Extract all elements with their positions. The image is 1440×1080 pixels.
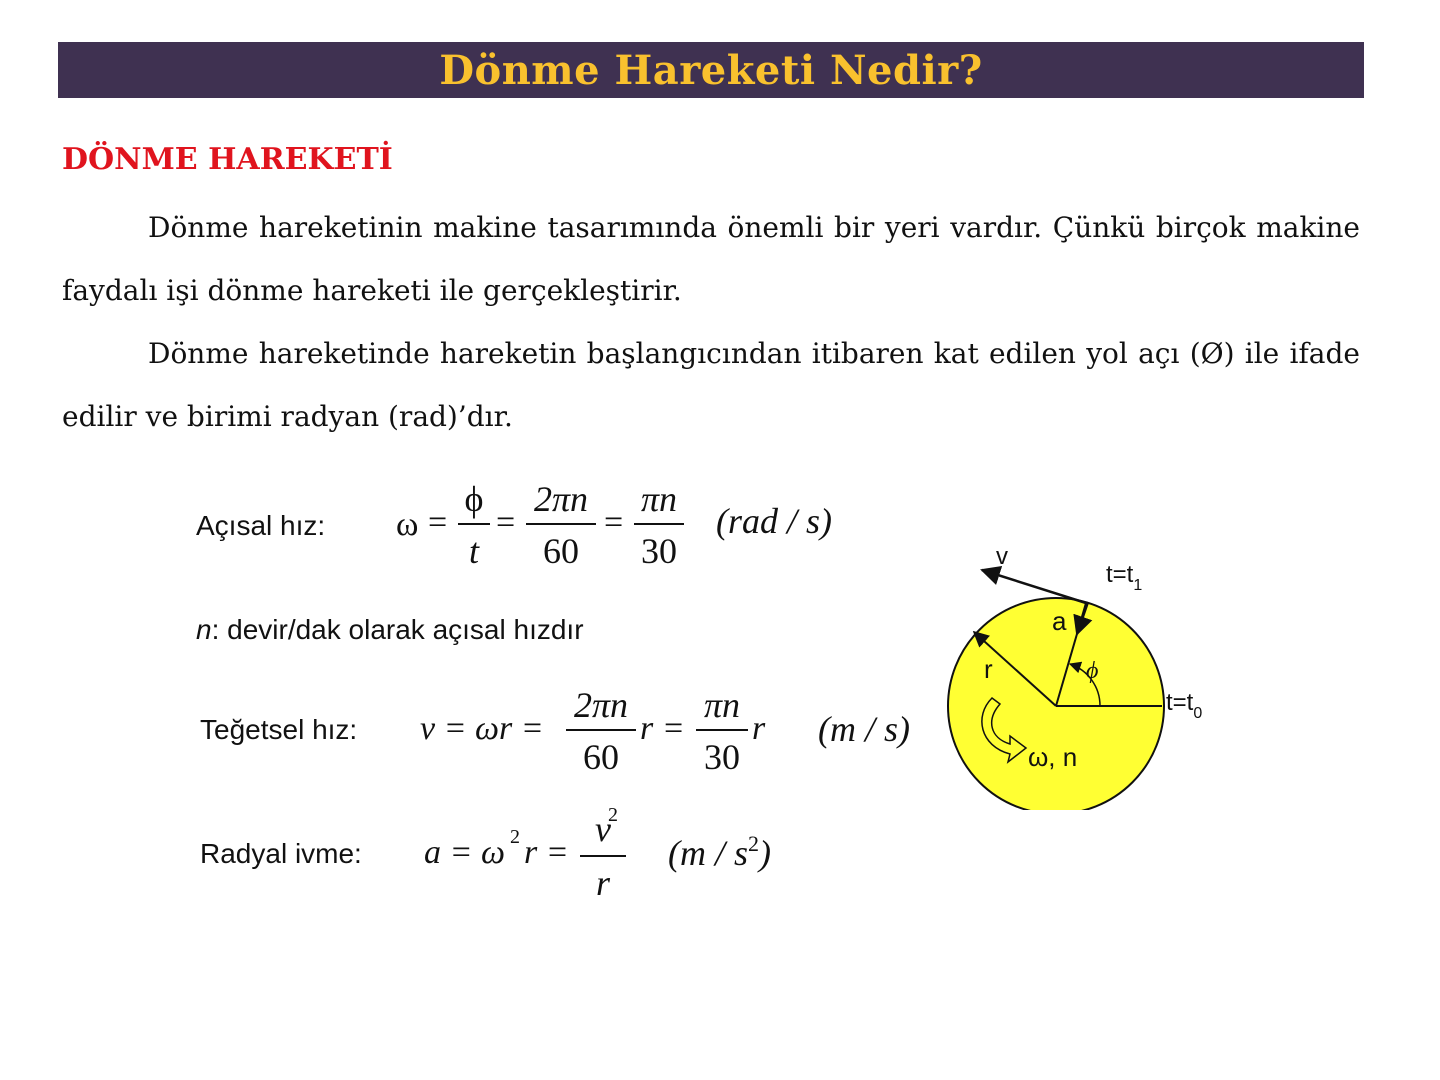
equals-3: = bbox=[604, 504, 624, 541]
label-v: v bbox=[996, 543, 1008, 570]
equals-1: = bbox=[428, 504, 448, 541]
pi-n-numerator: πn bbox=[703, 685, 741, 725]
unit-m-s2-part: (m / s bbox=[668, 833, 748, 873]
label-angular: Açısal hız: bbox=[196, 510, 326, 541]
paragraph-2: Dönme hareketinde hareketin başlangıcından itibaren kat edilen yol açı (Ø) ile ifade edilir ve birimi radyan (rad)’dır. bbox=[62, 337, 1360, 433]
unit-m-s2 bbox=[668, 832, 771, 874]
fraction-bar bbox=[566, 729, 636, 731]
n-symbol: n bbox=[196, 614, 212, 645]
radial-lhs-r: r = bbox=[524, 834, 569, 871]
omega-symbol: ω bbox=[396, 506, 419, 543]
v-squared: 2 bbox=[608, 804, 618, 826]
label-t0: $t=t_0$ bbox=[1166, 689, 1203, 722]
equals-2: = bbox=[496, 504, 516, 541]
label-radial: Radyal ivme: bbox=[200, 838, 362, 869]
phi-numerator: ϕ bbox=[464, 479, 484, 519]
fraction-bar bbox=[458, 523, 490, 525]
thirty-denominator: 30 bbox=[641, 531, 677, 571]
label-r: r bbox=[984, 654, 993, 684]
sixty-denominator: 60 bbox=[583, 737, 619, 777]
unit-close: ) bbox=[759, 833, 771, 873]
tangential-lhs: v = ωr = bbox=[420, 710, 544, 747]
section-heading: DÖNME HAREKETİ bbox=[62, 142, 393, 177]
r-factor-2: r bbox=[752, 710, 766, 747]
unit-m-s: (m / s) bbox=[818, 709, 910, 749]
fraction-bar bbox=[634, 523, 684, 525]
thirty-denominator: 30 bbox=[704, 737, 740, 777]
label-tangential: Teğetsel hız: bbox=[200, 714, 358, 745]
r-factor-1: r bbox=[640, 710, 654, 747]
v-numerator: v bbox=[595, 809, 611, 849]
title-bar bbox=[58, 42, 1364, 98]
n-note-text: : devir/dak olarak açısal hızdır bbox=[211, 614, 584, 645]
label-a: a bbox=[1052, 606, 1067, 636]
unit-squared: 2 bbox=[748, 831, 759, 856]
equals: = bbox=[664, 710, 684, 747]
fraction-bar bbox=[526, 523, 596, 525]
r-denominator: r bbox=[595, 863, 610, 903]
fraction-bar bbox=[580, 855, 626, 857]
pi-n-numerator: πn bbox=[640, 479, 678, 519]
n-note bbox=[196, 614, 584, 646]
omega-squared: 2 bbox=[510, 826, 520, 848]
page-title: Dönme Hareketi Nedir? bbox=[439, 46, 983, 94]
two-pi-n-numerator: 2πn bbox=[533, 479, 589, 519]
radial-lhs-a: a = ω bbox=[424, 834, 505, 871]
label-t1: $t=t_1$ bbox=[1106, 561, 1143, 594]
t-denominator: t bbox=[468, 531, 479, 571]
label-omega-n: ω, n bbox=[1028, 742, 1078, 772]
two-pi-n-numerator: 2πn bbox=[573, 685, 629, 725]
paragraph-1: Dönme hareketinin makine tasarımında önemli bir yeri vardır. Çünkü birçok makine faydalı işi dönme hareketi ile gerçekleştirir. bbox=[62, 211, 1360, 307]
sixty-denominator: 60 bbox=[543, 531, 579, 571]
label-phi: ϕ bbox=[1086, 658, 1099, 684]
velocity-arrow bbox=[982, 570, 1086, 603]
rotation-diagram bbox=[930, 540, 1220, 810]
unit-rad-s: (rad / s) bbox=[716, 501, 832, 541]
fraction-bar bbox=[696, 729, 748, 731]
